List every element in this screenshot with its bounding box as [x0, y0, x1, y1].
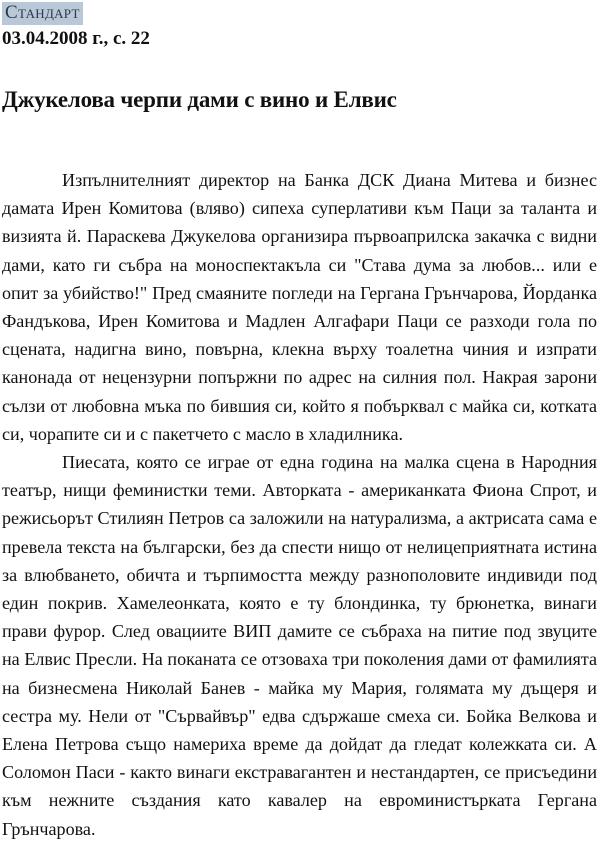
paragraph: Изпълнителният директор на Банка ДСК Диана Митева и бизнес дамата Ирен Комитова (вляво) сипеха суперлативи към Паци за таланта и визията й. Параскева Джукелова организира първоаприлска закачка с видни дами, като ги събра на моноспектакъла си "Става дума за любов... или е опит за убийство!" Пред смаяните погледи на Гергана Грънчарова, Йорданка Фандъкова, Ирен Комитова и Мадлен Алгафари Паци се разходи гола по сцената, надигна вино, повърна, клекна върху тоалетна чиния и изпрати канонада от нецензурни попържни по адрес на силния пол. Накрая зарони сълзи от любовна мъка по бившия си, който я побърквал с майка си, котката си, чорапите си и с пакетчето с масло в хладилника.	[2, 170, 597, 444]
masthead-logo: Стандарт	[2, 2, 83, 25]
article-title: Джукелова черпи дами с вино и Елвис	[2, 87, 397, 112]
paragraph: Пиесата, която се играе от една година на малка сцена в Народния театър, нищи феминистки теми. Авторката - американката Фиона Спрот, и режисьорът Стилиян Петров са заложили на натурализма, а актрисата сама е превела текста на български, без да спести нищо от нелицеприятната истина за влюбването, обичта и търпимостта между разнополовите индивиди под един покрив. Хамелеонката, която е ту блондинка, ту брюнетка, винаги прави фурор. След овациите ВИП дамите се събраха на питие под звуците на Елвис Пресли. На поканата се отзоваха три поколения дами от фамилията на бизнесмена Николай Банев - майка му Мария, голямата му дъщеря и сестра му. Нели от "Сървайвър" едва сдържаше смеха си. Бойка Велкова и Елена Петрова също намериха време да дойдат да гледат колежката си. А Соломон Паси - както винаги екстравагантен и нестандартен, се присъедини към нежните създания като кавалер на евроминистърката Гергана Грънчарова.	[2, 452, 597, 839]
dateline: 03.04.2008 г., с. 22	[2, 28, 150, 49]
article-body	[2, 166, 597, 843]
